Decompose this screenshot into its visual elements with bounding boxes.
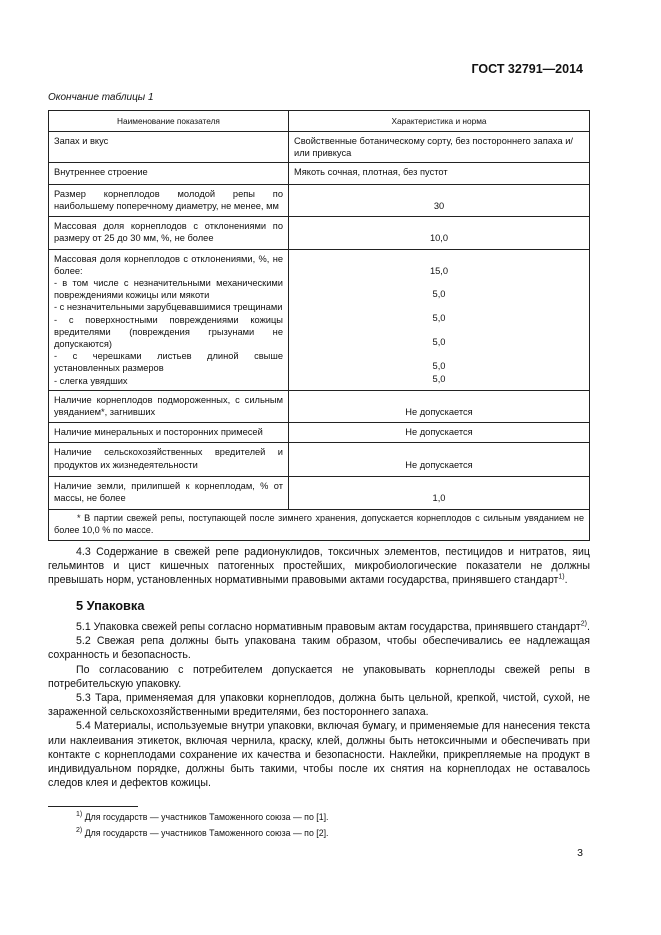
table-row: [49, 476, 590, 509]
norm-value: Не допускается: [405, 407, 473, 418]
indicator-line: - с поверхностными повреждениями кожицы вредителями (повреждения грызунами не допускаются): [54, 314, 283, 350]
indicator-line: Массовая доля корнеплодов с отклонениями, %, не более:: [54, 253, 283, 276]
table-row: [49, 443, 590, 476]
section-5-body: 5.1 Упаковка свежей репы согласно нормативным правовым актам государства, принявшего стандарт$^{2)}$. 5.2 Свежая репа должны быть упакована таким образом, чтобы обеспечивались ее надлежащая сохранность и безопасность. По согласованию с потребителем допускается не упаковывать корнеплоды свежей репы в потребительскую упаковку. 5.3 Тара, применяемая для упаковки корнеплодов, должна быть цельной, крепкой, чистой, сухой, не зараженной сельскохозяйственными вредителями, без постороннего запаха. 5.4 Материалы, используемые внутри упаковки, включая бумагу, и применяемые для нанесения текста или наклеивания этикеток, включая чернила, краску, клей, должны быть нетоксичными и обеспечивать при контакте с корнеплодами сохранение их качества и безопасности. Наклейки, прикрепляемые на продукт в индивидуальном порядке, должны быть такими, чтобы после их снятия на корнеплодах не оставалось следов клея и дефектов кожицы.: [48, 620, 590, 790]
indicator-cell: Запах и вкус: [49, 132, 289, 162]
footnote-text: Для государств — участников Таможенного союза — по [2].: [84, 828, 329, 838]
clause-5-2: 5.2 Свежая репа должны быть упакована таким образом, чтобы обеспечивались ее надлежащая сохранность и безопасность.: [48, 635, 590, 662]
table-row: [49, 249, 590, 390]
indicator-line: - слегка увядших: [54, 375, 128, 386]
indicator-cell: Наличие корнеплодов подмороженных, с сильным увяданием*, загнивших: [49, 390, 289, 422]
norm-value: 5,0: [432, 373, 446, 384]
table-row: [49, 217, 590, 249]
clause-4-3-text: 4.3 Содержание в свежей репе радионуклидов, токсичных элементов, пестицидов и нитратов, яиц гельминтов и цист кишечных патогенных простейших, микробиологические показатели не должны превышать норм, установленных нормативными правовыми актами государства, принявшего стандарт: [48, 546, 590, 587]
clause-4-3: 4.3 Содержание в свежей репе радионуклидов, токсичных элементов, пестицидов и нитратов, яиц гельминтов и цист кишечных патогенных простейших, микробиологические показатели не должны превышать норм, установленных нормативными правовыми актами государства, принявшего стандарт$^{1)}$.: [48, 546, 590, 587]
norm-value: 30: [433, 201, 445, 212]
indicator-cell: Наличие сельскохозяйственных вредителей и продуктов их жизнедеятельности: [49, 443, 289, 476]
clause-5-1: 5.1 Упаковка свежей репы согласно нормативным правовым актам государства, принявшего стандарт: [76, 621, 581, 633]
column-header-norm: Характеристика и норма: [289, 111, 590, 132]
footnote-ref-1: 1): [558, 573, 565, 581]
table-row: [49, 162, 590, 184]
indicator-cell: Наличие минеральных и посторонних примесей: [49, 423, 289, 443]
indicator-line: - с незначительными зарубцевавшимися трещинами: [54, 302, 283, 313]
norm-cell: [289, 249, 590, 390]
clause-5-3: 5.3 Тара, применяемая для упаковки корнеплодов, должна быть цельной, крепкой, чистой, сухой, не зараженной сельскохозяйственными вредителями, без постороннего запаха.: [48, 692, 590, 719]
document-designation: ГОСТ 32791—2014: [471, 62, 583, 76]
footnote-marker: 1): [76, 811, 83, 819]
footnote-separator: [48, 806, 138, 807]
norm-cell: Мякоть сочная, плотная, без пустот: [289, 162, 590, 184]
norm-cell: [289, 443, 590, 476]
column-header-indicator: Наименование показателя: [49, 111, 289, 132]
indicator-cell: Наличие земли, прилипшей к корнеплодам, % от массы, не более: [49, 476, 289, 509]
page-number: 3: [577, 847, 583, 859]
paragraph-consumer-packaging: По согласованию с потребителем допускается не упаковывать корнеплоды свежей репы в потребительскую упаковку.: [48, 663, 590, 690]
norm-value: Не допускается: [405, 459, 473, 470]
norm-cell: [289, 423, 590, 443]
footnote-text: Для государств — участников Таможенного союза — по [1].: [84, 812, 329, 822]
footnote-ref-2: 2): [580, 620, 587, 628]
table-row: [49, 132, 590, 162]
norm-value: 5,0: [432, 337, 446, 348]
table-caption: Окончание таблицы 1: [48, 92, 154, 103]
norm-value: 5,0: [432, 288, 446, 299]
indicator-cell: Массовая доля корнеплодов с отклонениями по размеру от 25 до 30 мм, %, не более: [49, 217, 289, 249]
table-row: [49, 184, 590, 216]
norm-cell: [289, 476, 590, 509]
norm-value: 5,0: [432, 361, 446, 372]
section-title: 5 Упаковка: [76, 598, 145, 613]
footnote-2: [76, 828, 329, 838]
table-footnote-row: [49, 510, 590, 541]
table-row: [49, 390, 590, 422]
footnote-marker: 2): [76, 827, 83, 835]
norm-value: Не допускается: [405, 427, 473, 438]
footnote-1: [76, 812, 329, 822]
table-footnote: [49, 510, 590, 541]
norm-value: 15,0: [429, 265, 449, 276]
indicator-line: - с черешками листьев длиной свыше установленных размеров: [54, 351, 283, 374]
table-row: [49, 423, 590, 443]
table-footnote-text: * В партии свежей репы, поступающей после зимнего хранения, допускается корнеплодов с сильным увяданием не более 10,0 % по массе.: [54, 513, 584, 536]
table-header-row: [49, 111, 590, 132]
indicator-cell: Внутреннее строение: [49, 162, 289, 184]
indicator-cell: Размер корнеплодов молодой репы по наибольшему поперечному диаметру, не менее, мм: [49, 184, 289, 216]
norm-value: 5,0: [432, 313, 446, 324]
norm-cell: Свойственные ботаническому сорту, без постороннего запаха и/или привкуса: [289, 132, 590, 162]
norm-cell: [289, 217, 590, 249]
indicator-cell: [49, 249, 289, 390]
clause-5-4: 5.4 Материалы, используемые внутри упаковки, включая бумагу, и применяемые для нанесения текста или наклеивания этикеток, включая чернила, краску, клей, должны быть нетоксичными и обеспечивать при контакте с корнеплодами сохранение их качества и безопасности. Наклейки, прикрепляемые на продукт в индивидуальном порядке, должны быть такими, чтобы после их снятия на корнеплодах не оставалось следов клея и дефектов кожицы.: [48, 720, 590, 790]
norm-cell: [289, 390, 590, 422]
requirements-table: [48, 110, 590, 541]
norm-value: 1,0: [432, 493, 446, 504]
norm-cell: [289, 184, 590, 216]
norm-value: 10,0: [429, 233, 449, 244]
indicator-line: - в том числе с незначительными механическими повреждениями кожицы или мякоти: [54, 278, 283, 301]
